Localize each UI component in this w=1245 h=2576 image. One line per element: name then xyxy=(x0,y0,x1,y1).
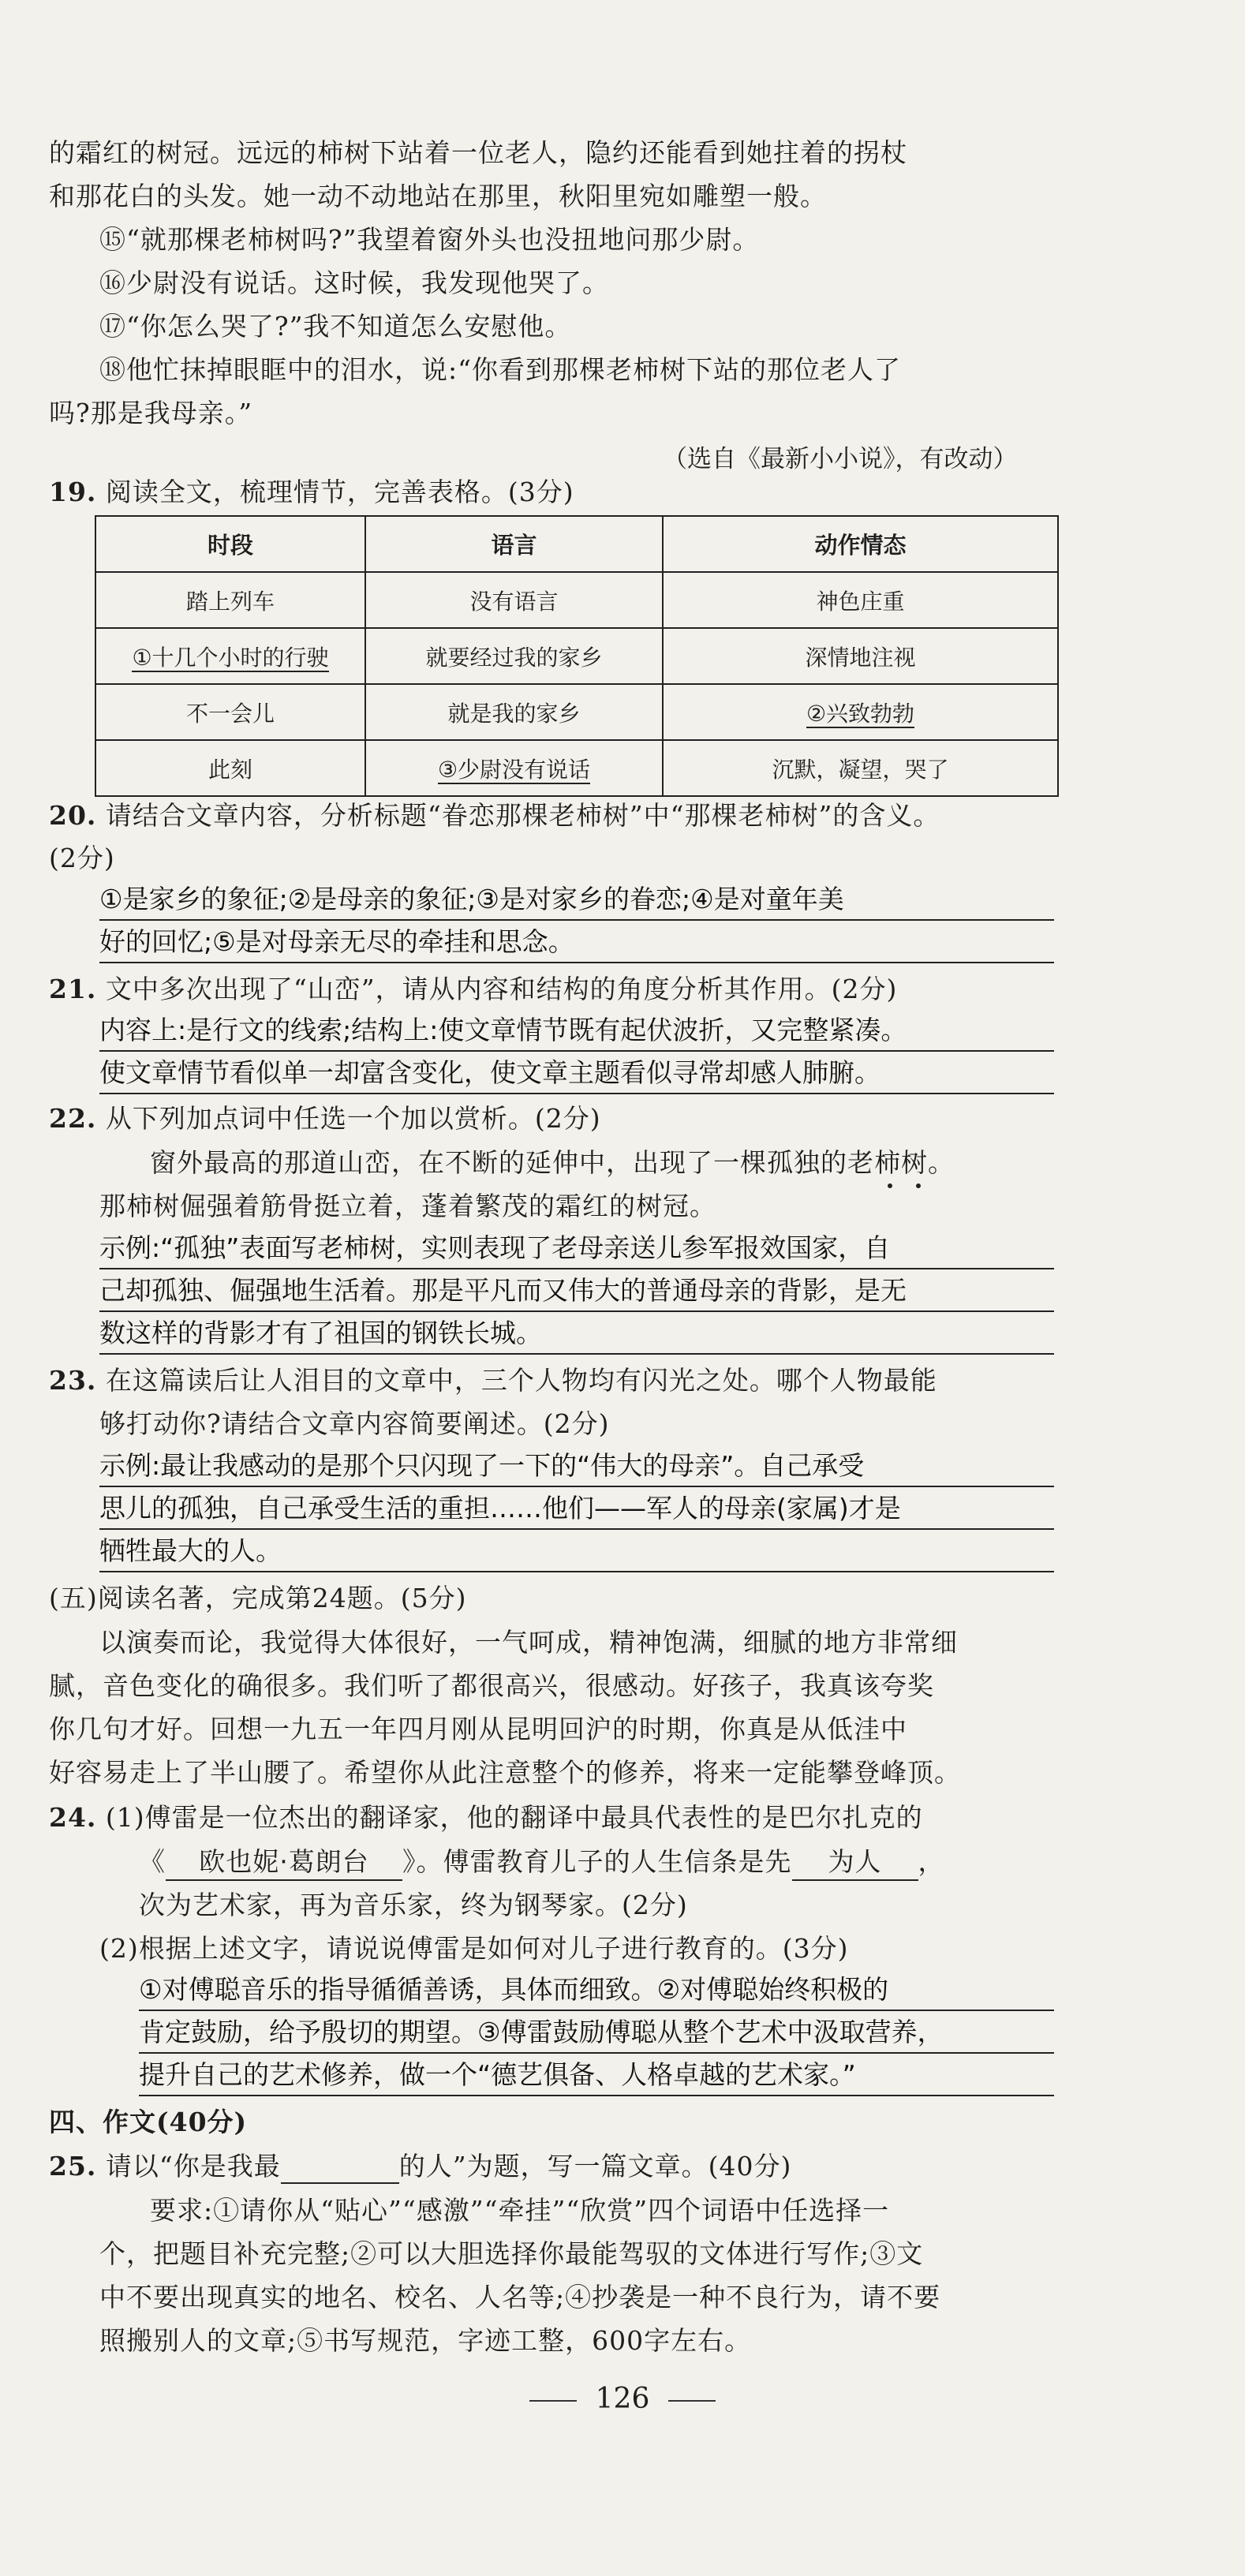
answer-line: 示例:“孤独”表面写老柿树，实则表现了老母亲送儿参军报效国家，自 xyxy=(99,1231,1054,1269)
excerpt-line: 以演奏而论，我觉得大体很好，一气呵成，精神饱满，细腻的地方非常细 xyxy=(99,1627,958,1658)
requirement-line: 照搬别人的文章;⑤书写规范，字迹工整，600字左右。 xyxy=(99,2325,752,2356)
table-cell xyxy=(365,740,663,796)
table-cell: 没有语言 xyxy=(365,572,663,628)
table-header: 语言 xyxy=(365,516,663,572)
answer-line: 示例:最让我感动的是那个只闪现了一下的“伟大的母亲”。自己承受 xyxy=(99,1449,1054,1487)
answer-line: 使文章情节看似单一却富含变化，使文章主题看似寻常却感人肺腑。 xyxy=(99,1056,1054,1094)
answer-line: ①对傅聪音乐的指导循循善诱，具体而细致。②对傅聪始终积极的 xyxy=(139,1972,1054,2011)
paragraph-15: ⑮“就那棵老柿树吗?”我望着窗外头也没扭地问那少尉。 xyxy=(99,224,760,255)
question-23 xyxy=(49,1363,937,1398)
answer-3: ③少尉没有说话 xyxy=(437,756,591,783)
answer-2: ②兴致勃勃 xyxy=(806,700,915,727)
section-title: 四、作文(40分) xyxy=(49,2107,248,2137)
dash-decoration xyxy=(529,2400,577,2402)
text-fragment: 》。傅雷教育儿子的人生信条是先 xyxy=(402,1846,792,1877)
answer-line: 肯定鼓励，给予殷切的期望。③傅雷鼓励傅聪从整个艺术中汲取营养， xyxy=(139,2015,1054,2054)
table-header-row xyxy=(95,516,1058,572)
question-21 xyxy=(49,972,897,1007)
answer-line: 思儿的孤独，自己承受生活的重担……他们——军人的母亲(家属)才是 xyxy=(99,1491,1054,1530)
answer-1: ①十几个小时的行驶 xyxy=(132,644,329,671)
question-text: 阅读全文，梳理情节，完善表格。(3分) xyxy=(105,477,574,507)
text-fragment: ， xyxy=(918,1846,945,1877)
paragraph-18: ⑱他忙抹掉眼眶中的泪水，说:“你看到那棵老柿树下站的那位老人了 xyxy=(99,354,901,385)
quoted-sentence: 窗外最高的那道山峦，在不断的延伸中，出现了一棵孤独的老柿树。 xyxy=(150,1147,955,1178)
table-cell xyxy=(95,628,365,684)
question-text: 在这篇读后让人泪目的文章中，三个人物均有闪光之处。哪个人物最能 xyxy=(105,1365,937,1396)
table-header: 动作情态 xyxy=(663,516,1058,572)
emphasis-dot xyxy=(916,1183,921,1188)
requirement-line: 要求:①请你从“贴心”“感激”“牵挂”“欣赏”四个词语中任选择一 xyxy=(150,2195,890,2226)
answer-line: 提升自己的艺术修养，做一个“德艺俱备、人格卓越的艺术家。” xyxy=(139,2058,1054,2096)
question-text: 够打动你?请结合文章内容简要阐述。(2分) xyxy=(99,1408,610,1439)
table-cell xyxy=(663,684,1058,740)
title-blank xyxy=(281,2155,399,2184)
answer-line: 己却孤独、倔强地生活着。那是平凡而又伟大的普通母亲的背影，是无 xyxy=(99,1273,1054,1312)
emphasis-dot xyxy=(888,1183,892,1188)
excerpt-line: 你几句才好。回想一九五一年四月刚从昆明回沪的时期，你真是从低洼中 xyxy=(49,1714,907,1744)
question-number: 19. xyxy=(49,477,97,507)
excerpt-line: 腻，音色变化的确很多。我们听了都很高兴，很感动。好孩子，我真该夸奖 xyxy=(49,1670,934,1701)
table-row xyxy=(95,572,1058,628)
answer-line: 数这样的背影才有了祖国的钢铁长城。 xyxy=(99,1316,1054,1355)
paragraph-18-cont: 吗?那是我母亲。” xyxy=(49,398,253,428)
table-cell: 神色庄重 xyxy=(663,572,1058,628)
question-19 xyxy=(49,475,574,510)
table-header: 时段 xyxy=(95,516,365,572)
question-number: 21. xyxy=(49,974,97,1004)
page-number-value: 126 xyxy=(595,2383,650,2415)
question-number: 24. xyxy=(49,1802,97,1833)
passage-line: 和那花白的头发。她一动不动地站在那里，秋阳里宛如雕塑一般。 xyxy=(49,181,827,211)
answer-blank-2: 为人 xyxy=(792,1845,918,1881)
page-number xyxy=(0,2383,1245,2415)
answer-line: 牺牲最大的人。 xyxy=(99,1534,1054,1572)
passage-line: 的霜红的树冠。远远的柿树下站着一位老人，隐约还能看到她拄着的拐杖 xyxy=(49,137,907,168)
question-text: 请结合文章内容，分析标题“眷恋那棵老柿树”中“那棵老柿树”的含义。 xyxy=(105,800,940,831)
table-cell: 就是我的家乡 xyxy=(365,684,663,740)
question-text: 次为艺术家，再为音乐家，终为钢琴家。(2分) xyxy=(139,1890,688,1920)
text-fragment: 《 xyxy=(139,1846,166,1877)
table-row xyxy=(95,684,1058,740)
question-text: (1)傅雷是一位杰出的翻译家，他的翻译中最具代表性的是巴尔扎克的 xyxy=(105,1802,923,1833)
question-score: (2分) xyxy=(49,843,115,873)
question-text-blanks xyxy=(139,1845,945,1881)
source-citation: （选自《最新小小说》，有改动） xyxy=(663,445,1018,473)
dash-decoration xyxy=(668,2400,716,2402)
question-text: (2)根据上述文字，请说说傅雷是如何对儿子进行教育的。(3分) xyxy=(99,1933,849,1964)
question-text: 从下列加点词中任选一个加以赏析。(2分) xyxy=(105,1103,601,1134)
answer-line: 好的回忆;⑤是对母亲无尽的牵挂和思念。 xyxy=(99,925,1054,963)
paragraph-16: ⑯少尉没有说话。这时候，我发现他哭了。 xyxy=(99,267,609,298)
table-cell: 就要经过我的家乡 xyxy=(365,628,663,684)
question-text: 请以“你是我最 xyxy=(105,2151,281,2182)
question-number: 25. xyxy=(49,2151,97,2182)
table-cell: 深情地注视 xyxy=(663,628,1058,684)
table-cell: 不一会儿 xyxy=(95,684,365,740)
table-cell: 此刻 xyxy=(95,740,365,796)
question-number: 23. xyxy=(49,1365,97,1396)
question-text: 文中多次出现了“山峦”，请从内容和结构的角度分析其作用。(2分) xyxy=(105,974,898,1004)
answer-line: ①是家乡的象征;②是母亲的象征;③是对家乡的眷恋;④是对童年美 xyxy=(99,882,1054,921)
excerpt-line: 好容易走上了半山腰了。希望你从此注意整个的修养，将来一定能攀登峰顶。 xyxy=(49,1757,961,1788)
plot-summary-table xyxy=(95,515,1059,797)
question-20 xyxy=(49,798,940,833)
question-number: 20. xyxy=(49,800,97,831)
question-24 xyxy=(49,1800,923,1835)
question-number: 22. xyxy=(49,1103,97,1134)
question-text: 的人”为题，写一篇文章。(40分) xyxy=(398,2151,792,2182)
answer-blank-1: 欧也妮·葛朗台 xyxy=(166,1845,402,1881)
quoted-sentence: 那柿树倔强着筋骨挺立着，蓬着繁茂的霜红的树冠。 xyxy=(99,1191,716,1221)
table-cell: 踏上列车 xyxy=(95,572,365,628)
requirement-line: 中不要出现真实的地名、校名、人名等;④抄袭是一种不良行为，请不要 xyxy=(99,2282,941,2312)
question-22 xyxy=(49,1101,601,1136)
question-25 xyxy=(49,2149,791,2184)
paragraph-17: ⑰“你怎么哭了?”我不知道怎么安慰他。 xyxy=(99,311,572,342)
answer-line: 内容上:是行文的线索;结构上:使文章情节既有起伏波折，又完整紧凑。 xyxy=(99,1013,1054,1052)
table-cell: 沉默，凝望，哭了 xyxy=(663,740,1058,796)
table-row xyxy=(95,628,1058,684)
section-title: (五)阅读名著，完成第24题。(5分) xyxy=(49,1583,467,1613)
requirement-line: 个，把题目补充完整;②可以大胆选择你最能驾驭的文体进行写作;③文 xyxy=(99,2238,924,2269)
table-row xyxy=(95,740,1058,796)
